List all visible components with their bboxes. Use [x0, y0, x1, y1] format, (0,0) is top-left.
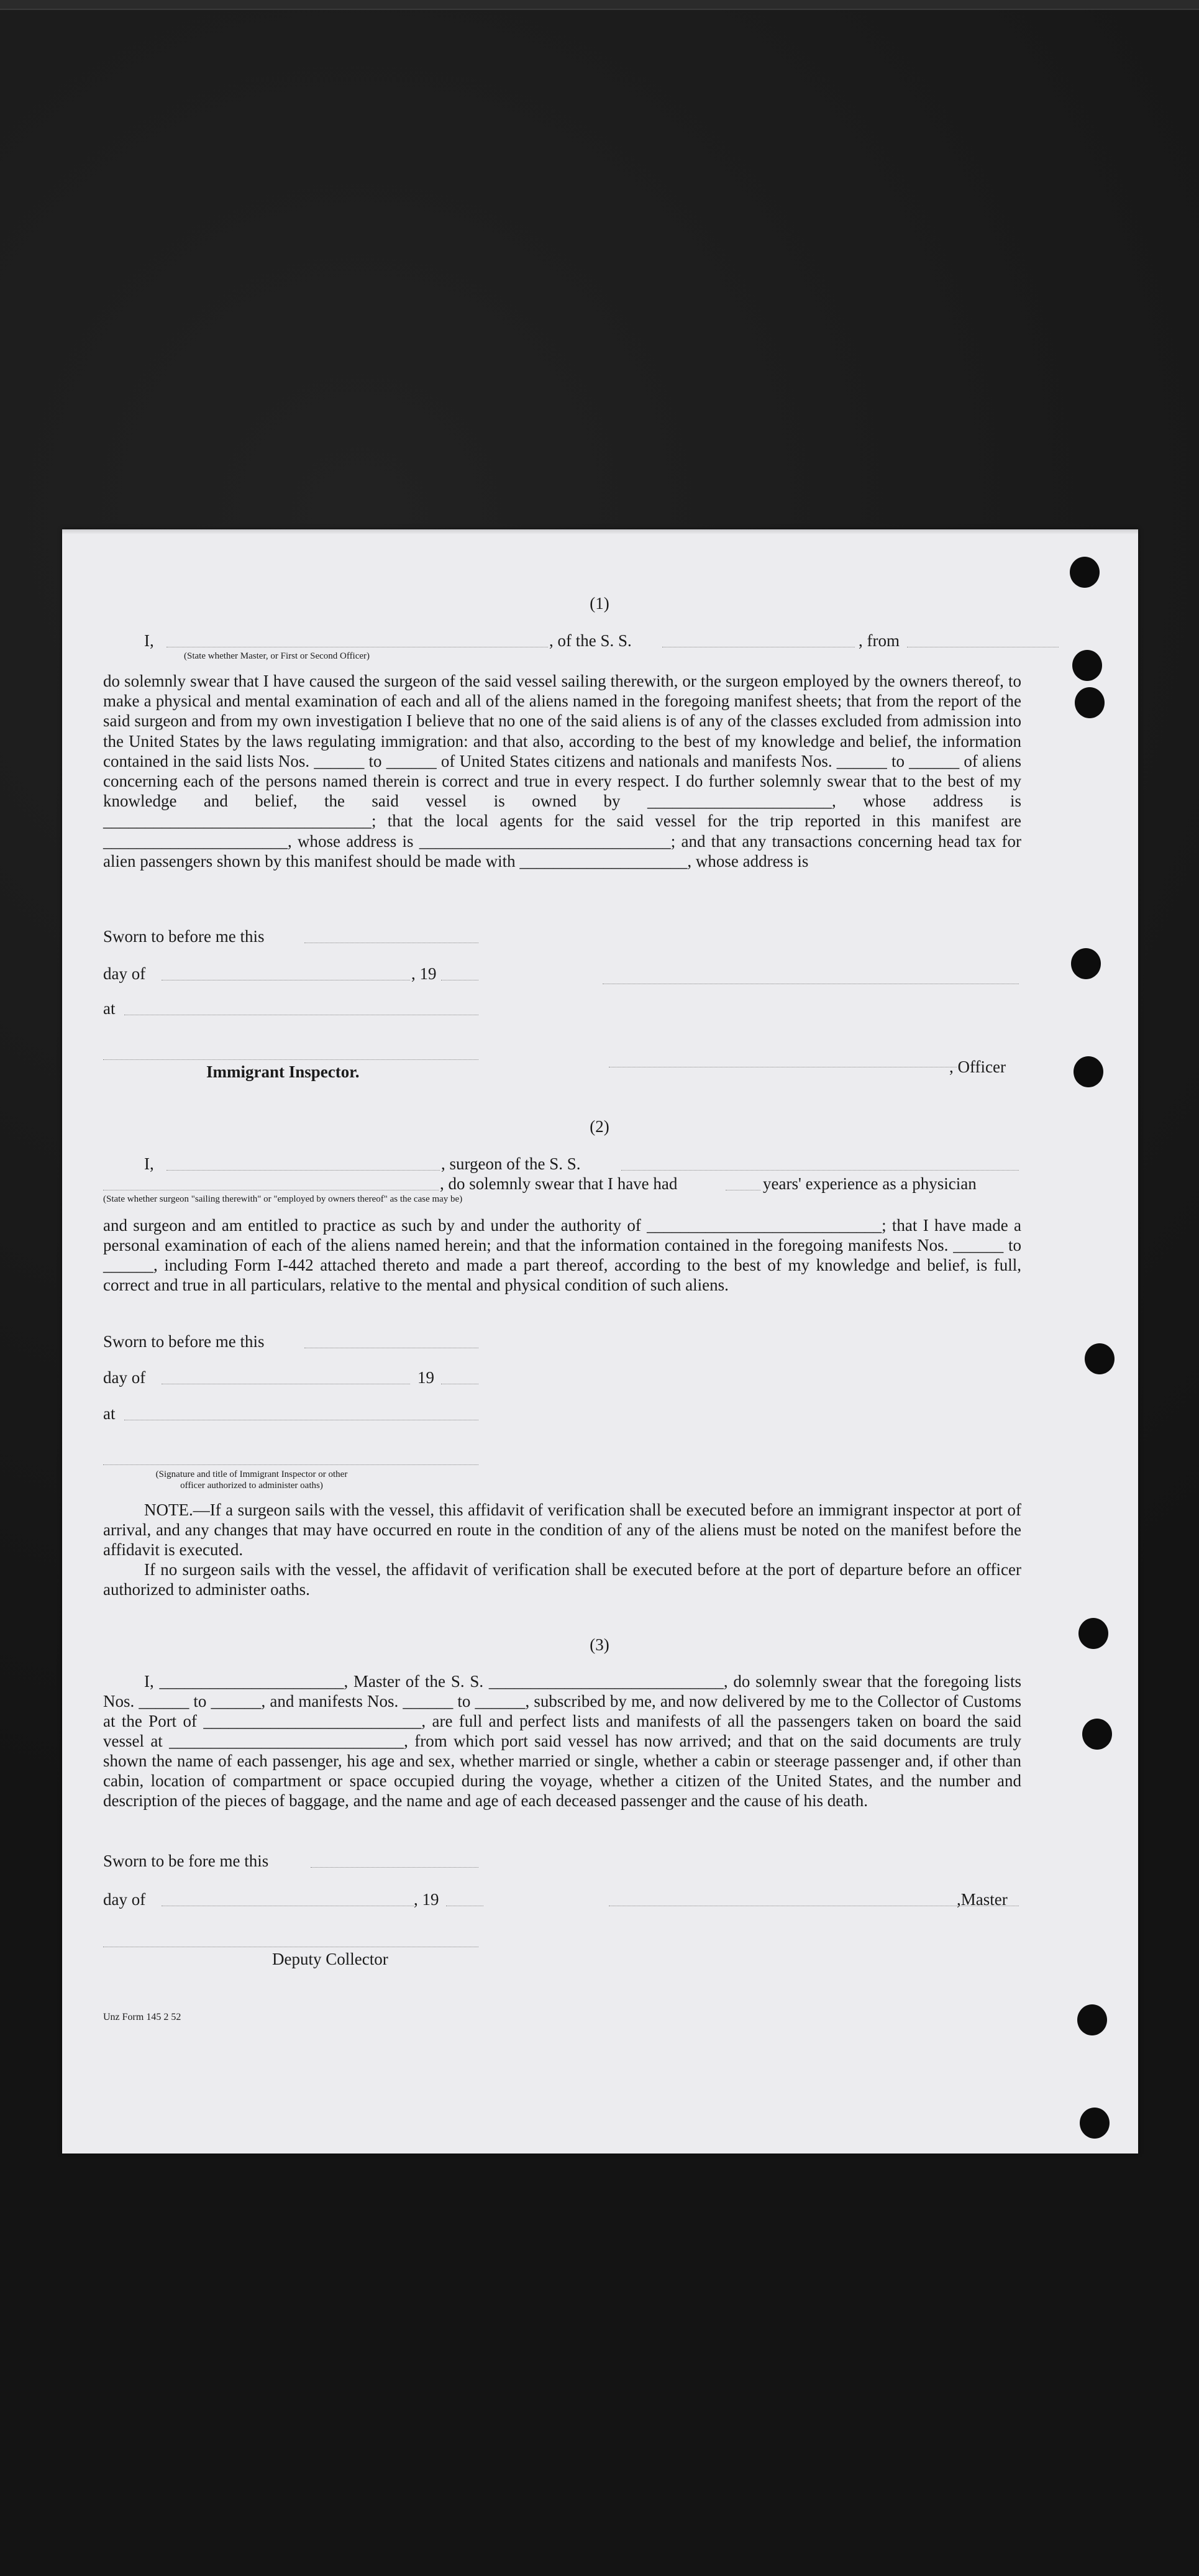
s1-of-ss: , of the S. S. — [549, 631, 632, 650]
punch-hole — [1074, 1056, 1103, 1087]
s2-surgeon-caption: (State whether surgeon "sailing therewith" or "employed by owners thereof" as the case may be) — [103, 1194, 463, 1204]
film-edge — [0, 0, 1199, 10]
s2-day-blank — [162, 1383, 410, 1384]
s1-sworn: Sworn to before me this — [103, 927, 265, 946]
s1-officer-signature-blank — [603, 983, 1019, 984]
s1-from-blank — [907, 646, 1059, 647]
s1-inspector-title: Immigrant Inspector. — [206, 1062, 360, 1081]
s1-inspector-blank — [103, 1059, 478, 1060]
s1-day-of: day of — [103, 964, 146, 983]
punch-hole — [1072, 650, 1102, 681]
s2-signature-blank — [103, 1464, 478, 1465]
s3-collector-title: Deputy Collector — [272, 1950, 388, 1968]
s2-year-blank — [441, 1383, 478, 1384]
s2-at-blank — [124, 1419, 478, 1420]
s3-day-of: day of — [103, 1890, 146, 1909]
s2-oath-body: and surgeon and am entitled to practice as such by and under the authority of ____________________________; that I have made a personal examination of each of the aliens named herein; and that the information contained in the foregoing manifests Nos. ______ to ______, including Form I-442 attached thereto and made a part thereof, according to the best of my knowledge and belief, is full, correct and true in all particulars, relative to the mental and physical condition of such aliens. — [103, 1216, 1021, 1294]
section-1-number: (1) — [590, 594, 609, 613]
s3-sworn: Sworn to be fore me this — [103, 1852, 269, 1870]
s1-sworn-blank — [304, 942, 478, 943]
s2-note-1: NOTE.—If a surgeon sails with the vessel, this affidavit of verification shall be executed before an immigrant inspector at port of arrival, and any changes that may have occurred en route in the condition of any of the aliens must be noted on the manifest before the affidavit is executed. — [103, 1500, 1021, 1559]
s1-vessel-blank — [662, 646, 855, 647]
s2-vessel-blank — [621, 1169, 1019, 1171]
s1-officer-blank-2 — [609, 1066, 957, 1067]
s2-i-label: I, — [144, 1154, 154, 1173]
s3-master-title: ,Master — [957, 1890, 1008, 1909]
punch-hole — [1082, 1719, 1112, 1750]
s1-officer-title: , Officer — [949, 1057, 1006, 1076]
punch-hole — [1070, 557, 1100, 588]
s1-at-blank — [124, 1014, 478, 1015]
s2-name-blank — [166, 1169, 440, 1171]
s1-officer-caption: (State whether Master, or First or Second Officer) — [184, 651, 370, 661]
s2-vessel-blank-2 — [103, 1189, 439, 1190]
s2-note-2: If no surgeon sails with the vessel, the affidavit of verification shall be executed before at the port of departure before an officer authorized to administer oaths. — [103, 1560, 1021, 1599]
s1-year: , 19 — [411, 964, 437, 983]
s2-sworn-blank — [304, 1347, 478, 1348]
s1-i-label: I, — [144, 631, 154, 650]
s2-swear: , do solemnly swear that I have had — [440, 1174, 678, 1193]
s2-year: 19 — [417, 1368, 434, 1387]
s1-oath-body: do solemnly swear that I have caused the surgeon of the said vessel sailing therewith, or the surgeon employed by the owners thereof, to make a physical and mental examination of each and all of the aliens named in the foregoing manifest sheets; that from the report of the said surgeon and from my own investigation I believe that no one of the said aliens is of any of the classes excluded from admission into the United States by the laws regulating immigration: and that also, according to the best of my knowledge and belief, the information contained in the said lists Nos. ______ to ______ of United States citizens and nationals and manifests Nos. ______ to ______ of aliens concerning each of the persons named therein is correct and true in every respect. I do further solemnly swear that to the best of my knowledge and belief, the said vessel is owned by ______________________, whose address is ________________________________; that the local agents for the said vessel for the trip reported in this manifest are ______________________, whose address is ______________________________; and that any transactions concerning head tax for alien passengers shown by this manifest should be made with ____________________, whose address is — [103, 672, 1021, 870]
s2-surgeon: , surgeon of the S. S. — [441, 1154, 581, 1173]
punch-hole — [1085, 1343, 1115, 1374]
punch-hole — [1080, 2108, 1110, 2139]
s2-years: years' experience as a physician — [763, 1174, 977, 1193]
s3-day-blank — [162, 1905, 414, 1906]
s2-signature-caption: (Signature and title of Immigrant Inspector or other officer authorized to administer oaths) — [155, 1469, 348, 1491]
s1-officer-blank — [166, 646, 548, 647]
s1-year-blank — [441, 979, 478, 980]
form-identifier: Unz Form 145 2 52 — [103, 2012, 181, 2022]
s3-year: , 19 — [414, 1890, 439, 1909]
s3-year-blank — [446, 1905, 483, 1906]
section-3-number: (3) — [590, 1635, 609, 1654]
punch-hole — [1077, 2004, 1107, 2035]
s1-from: , from — [859, 631, 900, 650]
s1-at: at — [103, 999, 116, 1018]
punch-hole — [1071, 948, 1101, 979]
s3-collector-blank — [103, 1946, 478, 1947]
s3-oath-body: I, ______________________, Master of the S. S. ____________________________, do solemnly swear that the foregoing lists Nos. ______ to ______, and manifests Nos. ______ to ______, subscribed by me, and now delivered by me to the Collector of Customs at the Port of __________________________, are full and perfect lists and manifests of all the passengers taken on board the said vessel at ____________________________, from which port said vessel has now arrived; and that on the said documents are truly shown the name of each passenger, his age and sex, whether married or single, whether a cabin or steerage passenger and, if other than cabin, location of compartment or space occupied during the voyage, whether a citizen of the United States, and the number and description of the pieces of baggage, and the name and age of each deceased passenger and the cause of his death. — [103, 1672, 1021, 1810]
punch-hole — [1075, 687, 1105, 718]
s2-day-of: day of — [103, 1368, 146, 1387]
section-2-number: (2) — [590, 1117, 609, 1136]
s2-note — [103, 1500, 1021, 1599]
s2-at: at — [103, 1404, 116, 1423]
manifest-affidavit-page — [62, 529, 1138, 2154]
s2-years-blank — [726, 1189, 760, 1190]
s2-sworn: Sworn to before me this — [103, 1332, 265, 1351]
s3-sworn-blank — [311, 1866, 478, 1868]
s1-day-blank — [162, 979, 410, 980]
